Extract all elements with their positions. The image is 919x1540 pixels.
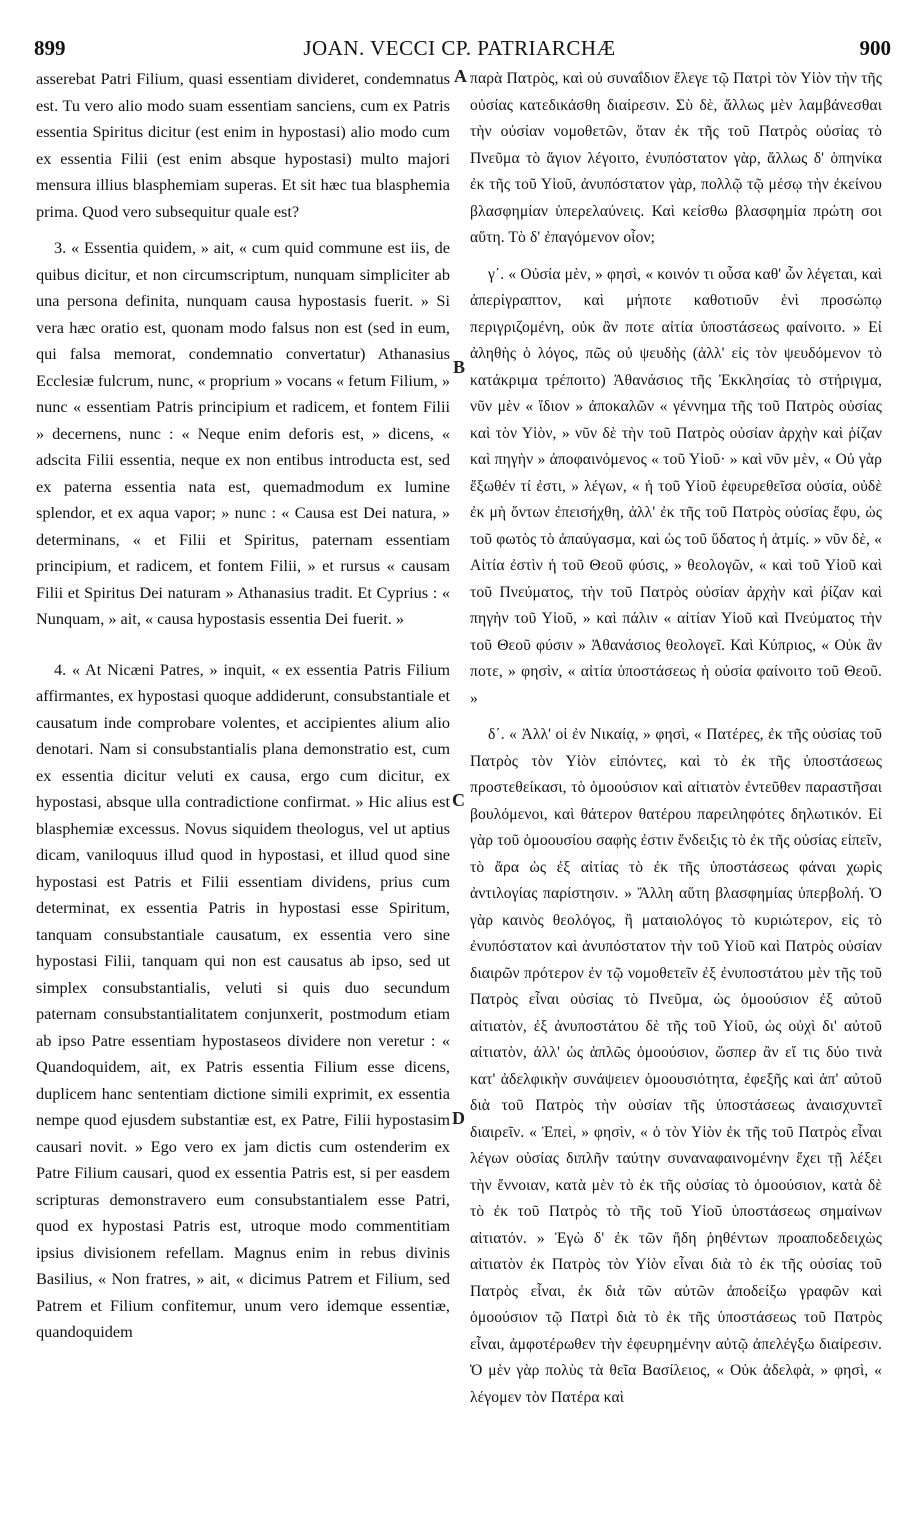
latin-paragraph-3: 4. « At Nicæni Patres, » inquit, « ex essentia Patris Filium affirmantes, ex hypostasi quoque addiderunt, consubstantiale et causatum inde comprobare volentes, et accipientes alium alio denotari. Nam si consubstantialis plana demonstratio est, cum ex essentia dicitur veluti ex causa, ergo cum dicitur, ex hypostasi, absque ulla contradictione confirmat. » Hic alius est blasphemiæ excessus. Novus siquidem theologus, vel ut aptius dicam, vaniloquus illud quod in hypostasi, et illud quod sine hypostasi est Patris et Filii essentiam dividens, prius cum determinat, ex essentia Patris in hypostasi esse Spiritum, tanquam consubstantiale causatum, ex essentia vero sine hypostasi Filii, tanquam qui non est causatus ab ipso, sed ut simplex consubstantialis, veluti si quis duo secundum paternam consubstantialitatem conjunxerit, postmodum etiam ab ipso Patre essentiam hypostaseos dividere non veretur : « Quandoquidem, ait, ex Patris essentia Filium esse dicens, duplicem hanc sententiam dictione simili exprimit, ex essentia nempe quod ejusdem substantiæ est, ex Patre, Filii hypostasim causari novit. » Ego vero ex jam dictis cum ostenderim ex Patre Filium causari, quod ex essentia Patris est, si per easdem scripturas demonstravero eum consubstantialem esse Patri, quod ex hypostasi Patris est, utroque modo commentitiam ipsius divisionem refellam. Magnus enim in rebus divinis Basilius, « Non fratres, » ait, « dicimus Patrem et Filium, sed Patrem et Filium confitemur, unum vero idemque essentiæ, quandoquidem [36,659,450,1341]
margin-letter-d: D [452,1108,465,1128]
greek-paragraph-2: γ΄. « Οὐσία μὲν, » φησὶ, « κοινόν τι οὖσα καθ' ὧν λέγεται, καὶ ἀπερίγραπτον, καὶ μήποτε καθοτιοῦν ἑνὶ προσώπῳ περιγριζομένη, οὐκ ἂν ποτε αἰτία ὑποστάσεως φαίνοιτο. » Εἰ ἀληθὴς ὁ λόγος, πῶς οὐ ψευδὴς (ἀλλ' εἰς τὸν ψευδόμενον τὸ κατάκριμα τρέποιτο) Ἀθανάσιος τῆς Ἐκκλησίας τὸ στήριγμα, νῦν μὲν « ἴδιον » ἀποκαλῶν « γέννημα τῆς τοῦ Πατρὸς οὐσίας καὶ τὸν Υἱὸν, » νῦν δὲ τὴν τοῦ Πατρὸς οὐσίαν ἀρχὴν καὶ ῥίζαν καὶ πηγὴν » ἀποφαινόμενος « τοῦ Υἱοῦ· » καὶ νῦν μὲν, « Οὐ γὰρ ἔξωθέν τί ἐστι, » λέγων, « ἡ τοῦ Υἱοῦ ἐφευρεθεῖσα οὐσία, οὐδὲ ἐκ μὴ ὄντων ἐπεισήχθη, ἀλλ' ἐκ τῆς τοῦ Πατρὸς οὐσίας ἔφυ, ὡς τοῦ φωτὸς τὸ ἀπαύγασμα, καὶ ὡς τοῦ ὕδατος ἡ ἀτμίς. » νῦν δὲ, « Αἰτία ἐστὶν ἡ τοῦ Θεοῦ φύσις, » θεολογῶν, « καὶ τοῦ Υἱοῦ καὶ τοῦ Πνεύματος, τὴν τοῦ Πατρὸς οὐσίαν ἀρχὴν καὶ ῥίζαν καὶ πηγὴν τοῦ Υἱοῦ, » καὶ πάλιν « αἰτίαν Υἱοῦ καὶ Πνεύματος τὴν τοῦ Θεοῦ φύσιν » Ἀθανάσιος θεολογεῖ. Καὶ Κύπριος, « Οὐκ ἂν ποτε, » φησὶν, « αἰτία ὑποστάσεως ἡ οὐσία φαίνοιτο τοῦ Θεοῦ. » [470,265,882,707]
page-number-left: 899 [34,36,66,60]
greek-column [470,66,882,1506]
margin-letter-c: C [452,790,465,810]
running-header [28,32,891,64]
page-number-right: 900 [859,36,891,60]
latin-column [36,66,450,1506]
margin-letter-b: B [453,357,466,377]
greek-paragraph-3: δ΄. « Ἀλλ' οἱ ἐν Νικαίᾳ, » φησὶ, « Πατέρες, ἐκ τῆς οὐσίας τοῦ Πατρὸς τὸν Υἱὸν εἰπόντες, καὶ τὸ ἐκ τῆς ὑποστάσεως προστεθείκασι, τὸ ὁμοούσιον καὶ αἰτιατὸν ἐντεῦθεν παραστῆσαι βουλόμενοι, καὶ θάτερον θατέρου παρειληφότες δηλωτικόν. Εἰ γὰρ τοῦ ὁμοουσίου σαφὴς ἐστιν ἔνδειξις τὸ ἐκ τῆς οὐσίας εἰπεῖν, τὸ ἄρα ὡς ἐξ αἰτίας τὸ ἐκ τῆς ὑποστάσεως φάναι χωρὶς ἀντιλογίας παρίστησιν. » Ἄλλη αὕτη βλασφημίας ὑπερβολή. Ὁ γὰρ καινὸς θεολόγος, ἢ ματαιολόγος τὸ κυριώτερον, εἰς τὸ ἐνυπόστατον καὶ ἀνυπόστατον τὴν τοῦ Υἱοῦ καὶ Πατρὸς οὐσίαν διαιρῶν πρότερον ἐν τῷ νομοθετεῖν ἐξ ἐνυποστάτου μὲν τῆς τοῦ Πατρὸς εἶναι οὐσίας τὸ Πνεῦμα, ὡς ὁμοούσιον ἐξ αὐτοῦ αἰτιατὸν, ἐξ ἀνυποστάτου δὲ τῆς τοῦ Υἱοῦ, ὡς οὐχὶ δι' αὐτοῦ αἰτιατὸν, ἀλλ' ὡς ἁπλῶς ὁμοούσιον, ὥσπερ ἂν εἴ τις δύο τινὰ κατ' ἀδελφικὴν συνάψειεν ὁμοουσιότητα, ἐφεξῆς καὶ ἀπ' αὐτοῦ διὰ τοῦ Πατρὸς τὴν οὐσίαν τῆς ὑποστάσεως ἀναισχυντεῖ διαιρεῖν. « Ἐπεὶ, » φησὶν, « ὁ τὸν Υἱὸν ἐκ τῆς τοῦ Πατρὸς εἶναι λέγων οὐσίας διπλῆν ταύτην συναναφαινομένην ἔχει τῇ λέξει τὴν ἔννοιαν, κατὰ μὲν τὸ ἐκ τῆς οὐσίας τὸ ὁμοούσιον, κατὰ δὲ τὸ ἐκ τοῦ Πατρὸς τὸ τῆς τοῦ Υἱοῦ ὑποστάσεως σημαίνων αἰτιατόν. » Ἐγὼ δ' ἐκ τῶν ἤδη ῥηθέντων προαποδεδειχὼς αἰτιατὸν ἐκ Πατρὸς τὸν Υἱὸν εἶναι διὰ τὸ ἐκ τῆς οὐσίας τοῦ Πατρὸς εἶναι, ἐκ διὰ τῶν αὐτῶν ἀποδείξω γραφῶν καὶ ὁμοούσιον τῷ Πατρὶ διὰ τὸ ἐκ τῆς ὑποστάσεως τοῦ Πατρὸς εἶναι, ἀμφοτέρωθεν τὴν ἐφευρημένην αὐτῷ ἀπελέγξω διαίρεσιν. Ὁ μὲν γὰρ πολὺς τὰ θεῖα Βασίλειος, « Οὐκ ἀδελφὰ, » φησὶ, « λέγομεν τὸν Πατέρα καὶ [470,726,882,1406]
greek-paragraph-1: παρὰ Πατρὸς, καὶ οὐ συναΐδιον ἔλεγε τῷ Πατρὶ τὸν Υἱὸν τὴν τῆς οὐσίας κατεδικάσθη διαίρεσιν. Σὺ δὲ, ἄλλως μὲν λαμβάνεσθαι τὴν οὐσίαν νομοθετῶν, ὅταν ἐκ τῆς τοῦ Πατρὸς οὐσίας τὸ Πνεῦμα τὸ ἅγιον λέγοιτο, ἐνυπόστατον γὰρ, ἄλλως δ' ὁπηνίκα ἐκ τῆς τοῦ Υἱοῦ, ἀνυπόστατον γὰρ, πολλῷ τῷ μέσῳ τὴν ἐκείνου βλασφημίαν ὑπερελαύνεις. Καὶ κείσθω βλασφημία πρώτη σοι αὕτη. Τὸ δ' ἐπαγόμενον οἷον; [470,70,882,246]
margin-letter-a: A [454,66,467,86]
latin-paragraph-1: asserebat Patri Filium, quasi essentiam divideret, condemnatus est. Tu vero alio modo suam essentiam sanciens, cum ex Patris essentia Spiritus dicitur (est enim in hypostasi) alio modo cum ex essentia Filii (est enim absque hypostasi) multo majori mensura illius blasphemiam superas. Et sit hæc tua blasphemia prima. Quod vero subsequitur quale est? [36,69,450,221]
latin-paragraph-2: 3. « Essentia quidem, » ait, « cum quid commune est iis, de quibus dicitur, et non circumscriptum, nunquam simpliciter ab una persona definita, nunquam causa hypostasis fuerit. » Si vera hæc oratio est, quonam modo falsus non est (sed in eum, qui falsa memorat, condemnatio convertatur) Athanasius Ecclesiæ fulcrum, nunc, « proprium » vocans « fetum Filium, » nunc « essentiam Patris principium et radicem, et fontem Filii » decernens, nunc : « Neque enim deforis est, » dicens, « adscita Filii essentia, neque ex non entibus introducta est, sed ex paterna essentia nata est, quemadmodum ex lumine splendor, et ex aqua vapor; » nunc : « Causa est Dei natura, » determinans, « et Filii et Spiritus, paternam essentiam principium, et radicem, et fontem Filii, » et rursus « causam Filii et Spiritus Dei naturam » Athanasius tradit. Et Cyprius : « Nunquam, » ait, « causa hypostasis essentia Dei fuerit. » [36,238,450,628]
running-title: JOAN. VECCI CP. PATRIARCHÆ [303,36,616,60]
